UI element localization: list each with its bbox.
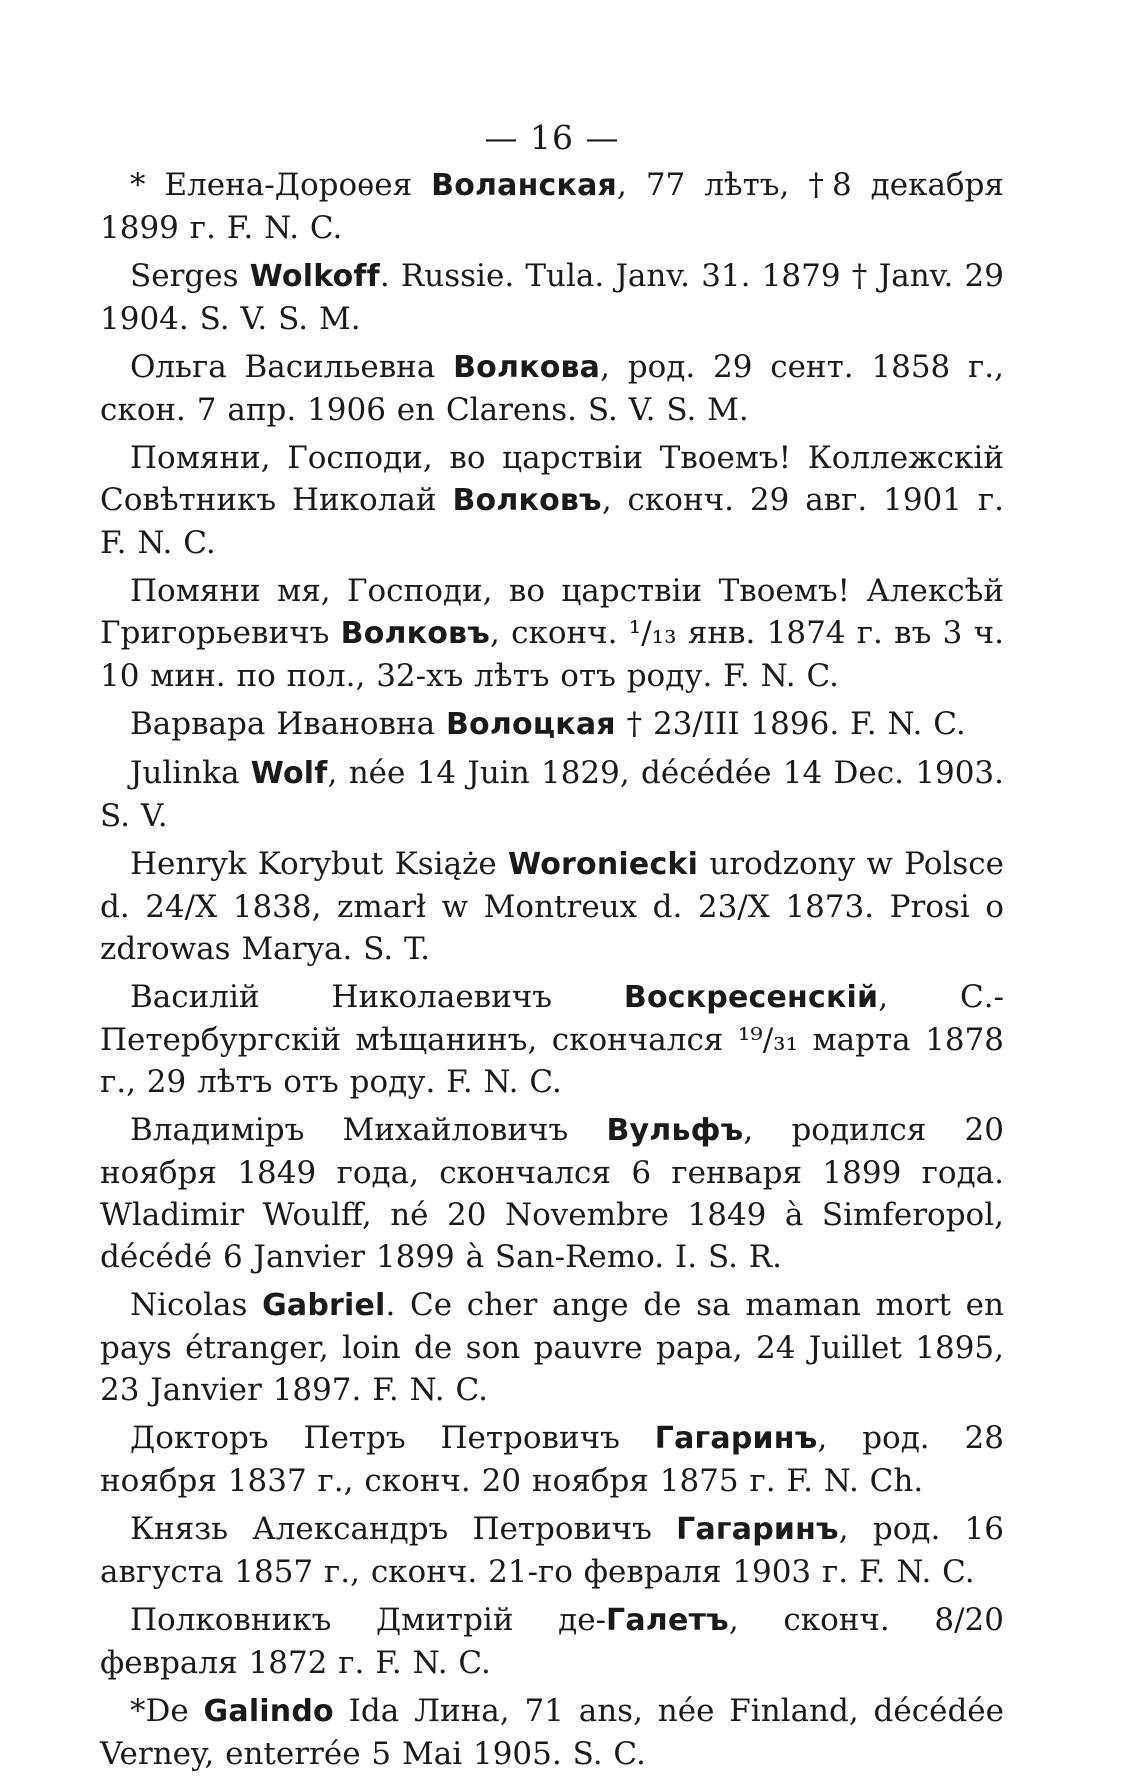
- obituary-entry: [100, 255, 1004, 340]
- surname: Вульфъ: [606, 1113, 744, 1148]
- entry-text-after: , род. 29 сент. 1858 г., скон. 7 апр. 1906 en Clarens. S. V. S. M.: [100, 349, 1004, 428]
- surname: Woroniecki: [508, 847, 699, 882]
- obituary-entry: [100, 1690, 1004, 1775]
- obituary-entry: [100, 1284, 1004, 1411]
- entry-text-after: , née 14 Juin 1829, décédée 14 Dec. 1903. S. V.: [100, 755, 1004, 834]
- entry-text-after: , род. 16 августа 1857 г., сконч. 21-го февраля 1903 г. F. N. C.: [100, 1511, 1004, 1590]
- entry-text-after: . Russie. Tula. Janv. 31. 1879 † Janv. 29 1904. S. V. S. M.: [100, 258, 1004, 337]
- obituary-entry: [100, 437, 1004, 564]
- entry-text-before: Помяни мя, Господи, во царствіи Твоемъ! Алексѣй Григорьевичъ: [100, 573, 1004, 651]
- surname: Воскресенскій: [623, 980, 879, 1015]
- entry-text-before: Julinka: [130, 755, 251, 791]
- entry-text-before: Полковникъ Дмитрій де-: [130, 1602, 607, 1638]
- surname: Волкова: [453, 350, 601, 385]
- surname: Гагаринъ: [676, 1512, 839, 1547]
- entry-text-before: Nicolas: [130, 1287, 263, 1323]
- surname: Воланская: [431, 168, 617, 203]
- entry-text-before: Помяни, Господи, во царствіи Твоемъ! Коллежскій Совѣтникъ Николай: [100, 440, 1004, 518]
- entry-text-before: Serges: [130, 258, 250, 294]
- surname: Wolf: [250, 756, 328, 791]
- entry-text-before: Ольга Васильевна: [130, 349, 454, 385]
- surname: Волковъ: [340, 616, 490, 651]
- obituary-entry: [100, 346, 1004, 431]
- surname: Гагаринъ: [654, 1421, 818, 1456]
- obituary-entry: [100, 1599, 1004, 1684]
- obituary-entry: [100, 976, 1004, 1103]
- entry-text-after: , родился 20 ноября 1849 года, скончался 6 генваря 1899 года. Wladimir Woulff, né 20 Novembre 1849 à Simferopol, décédé 6 Janvier 1899 à San-Remo. I. S. R.: [100, 1112, 1004, 1275]
- surname: Gabriel: [262, 1288, 386, 1323]
- entry-text-after: , сконч. ¹/₁₃ янв. 1874 г. въ 3 ч. 10 мин. по пол., 32-хъ лѣтъ отъ роду. F. N. C.: [100, 615, 1004, 694]
- entry-text-before: Владиміръ Михайловичъ: [130, 1112, 607, 1148]
- entry-text-after: , С.-Петербургскій мѣщанинъ, скончался ¹⁹/₃₁ марта 1878 г., 29 лѣтъ отъ роду. F. N. C.: [100, 979, 1004, 1100]
- obituary-entry: [100, 164, 1004, 249]
- entry-text-after: Ida Лина, 71 ans, née Finland, décédée Verney, enterrée 5 Mai 1905. S. C.: [100, 1693, 1004, 1772]
- entry-text-after: urodzony w Polsce d. 24/X 1838, zmarł w Montreux d. 23/X 1873. Prosi o zdrowas Marya. S. T.: [100, 846, 1004, 967]
- entry-text-after: , сконч. 8/20 февраля 1872 г. F. N. C.: [100, 1602, 1004, 1681]
- surname: Wolkoff: [249, 259, 380, 294]
- surname: Галетъ: [606, 1603, 729, 1638]
- entry-text-after: , сконч. 29 авг. 1901 г. F. N. C.: [100, 482, 1004, 561]
- entry-text-before: Henryk Korybut Książe: [130, 846, 509, 882]
- entry-text-after: , 77 лѣтъ, †8 декабря 1899 г. F. N. C.: [100, 167, 1004, 246]
- surname: Волковъ: [452, 483, 602, 518]
- entry-text-before: *De: [130, 1693, 204, 1729]
- surname: Galindo: [203, 1694, 334, 1729]
- obituary-entry: [100, 843, 1004, 970]
- obituary-entry: [100, 1417, 1004, 1502]
- entry-text-before: Князь Александръ Петровичъ: [130, 1511, 677, 1547]
- obituary-entry: [100, 570, 1004, 697]
- entry-text-after: . Ce cher ange de sa maman mort en pays étranger, loin de son pauvre papa, 24 Juillet 1895, 23 Janvier 1897. F. N. C.: [100, 1287, 1004, 1408]
- entry-text-after: , род. 28 ноября 1837 г., сконч. 20 ноября 1875 г. F. N. Ch.: [100, 1420, 1004, 1499]
- obituary-entry: [100, 1508, 1004, 1593]
- entry-text-before: Варвара Ивановна: [130, 706, 446, 742]
- obituary-entry: [100, 752, 1004, 837]
- obituary-entry: [100, 1109, 1004, 1278]
- document-page: [100, 118, 1004, 1781]
- surname: Волоцкая: [445, 707, 616, 742]
- obituary-entry: [100, 703, 1004, 746]
- entry-text-after: † 23/III 1896. F. N. C.: [615, 706, 966, 742]
- entry-text-before: * Елена-Дороѳея: [130, 167, 432, 203]
- entry-text-before: Василій Николаевичъ: [130, 979, 624, 1015]
- page-number: — 16 —: [484, 118, 620, 157]
- entry-text-before: Докторъ Петръ Петровичъ: [130, 1420, 655, 1456]
